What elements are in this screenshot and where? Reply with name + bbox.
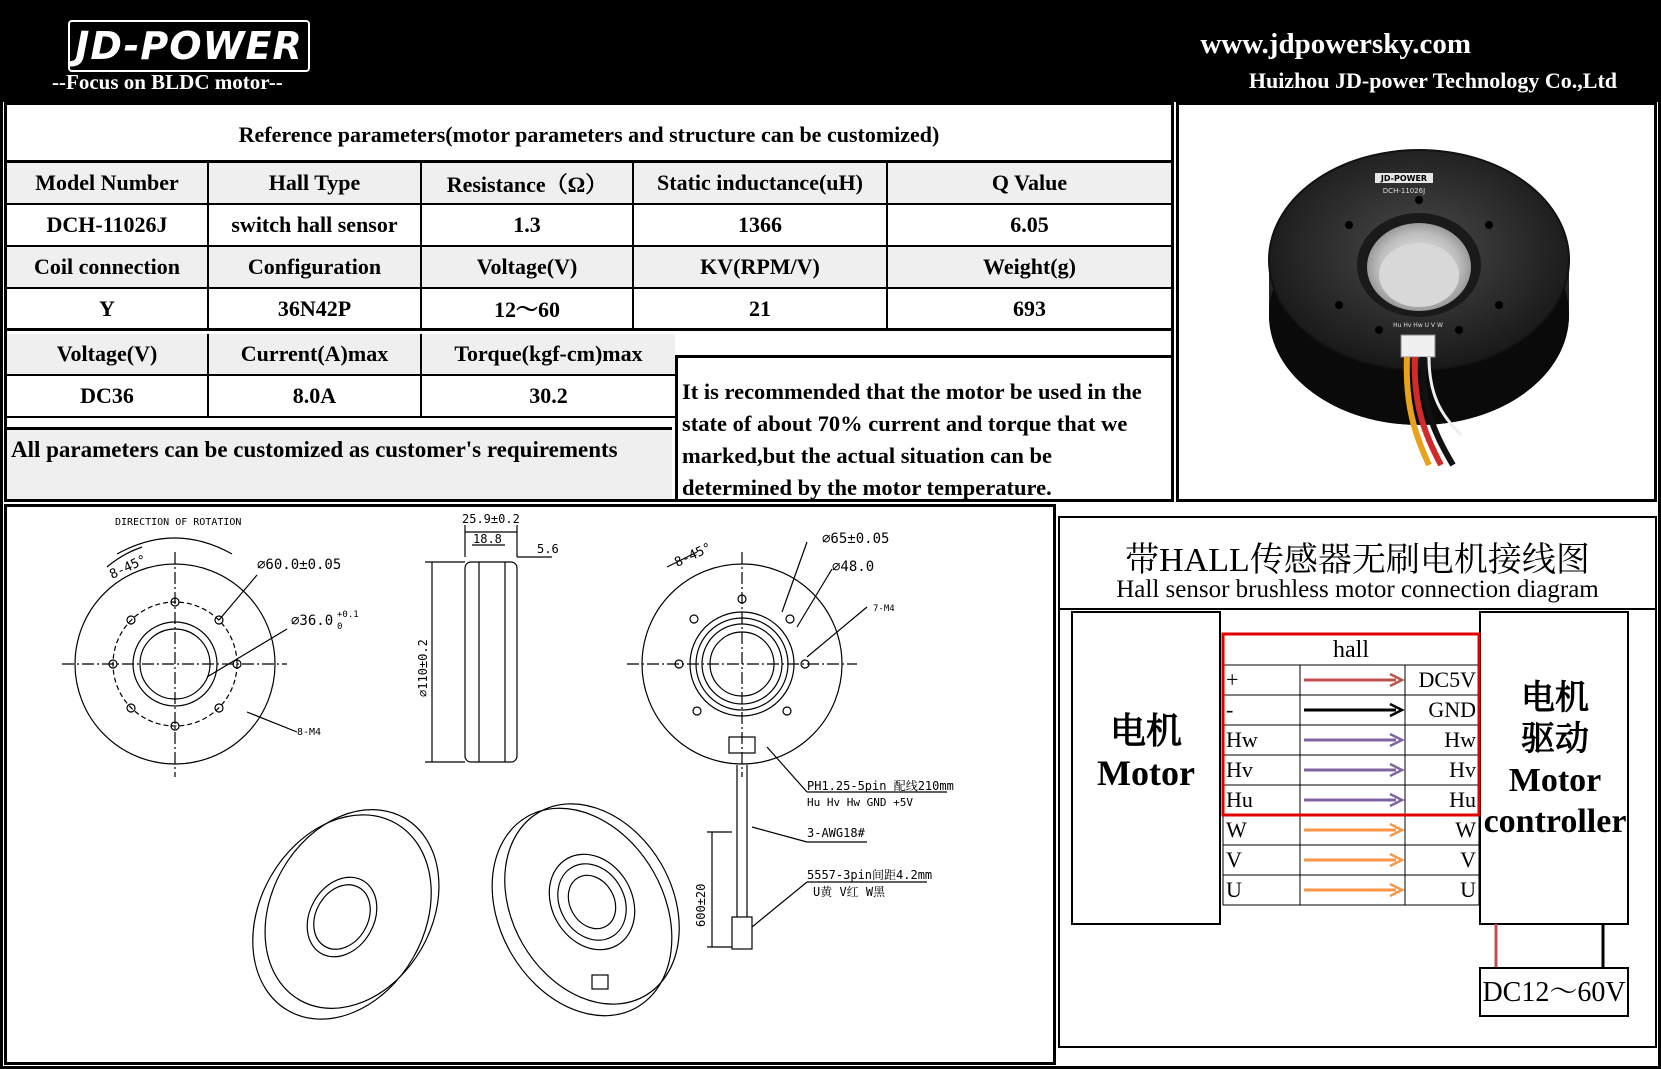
controller-label-en2: controller [1483,803,1627,840]
plug-spec-label: 5557-3pin间距4.2mm [807,868,933,882]
technical-drawing-panel [4,504,1056,1065]
side-56-label: 5.6 [537,542,559,556]
dimension-drawings [7,507,1053,1062]
wire-left-label: Hu [1226,787,1253,812]
wire-left-label: V [1226,847,1242,872]
header-weight: Weight(g) [888,247,1171,289]
controller-label-en1: Motor [1508,762,1602,799]
wire-row [1223,815,1479,845]
lead-length-label: 600±20 [694,883,708,927]
header-configuration: Configuration [209,247,422,289]
dim-36-tolerance-upper: +0.1 [337,610,359,620]
value-hall-type: switch hall sensor [209,205,422,247]
angle-label-1: 8-45° [107,552,150,583]
awg-label: 3-AWG18# [807,826,865,840]
value-weight: 693 [888,289,1171,331]
connector-pins-label: Hu Hv Hw GND +5V [807,796,913,809]
controller-label-cn2: 驱动 [1521,721,1589,758]
dim-36-tolerance-lower: 0 [337,622,343,632]
wire-left-label: Hv [1226,757,1253,782]
wiring-title-cn: 带HALL传感器无刷电机接线图 [1125,542,1590,579]
motor-label [1074,710,1218,794]
wire-row [1223,665,1479,695]
side-dia-label: ⌀110±0.2 [416,639,430,697]
value-model-number: DCH-11026J [7,205,209,247]
holes-7m4-label: 7-M4 [873,604,895,614]
parameters-title: Reference parameters(motor parameters and structure can be customized) [7,105,1171,163]
header-model-number: Model Number [7,163,209,205]
isometric-view-2 [456,772,714,1048]
wire-right-label: U [1460,877,1476,902]
header-coil-connection: Coil connection [7,247,209,289]
company-name: Huizhou JD-power Technology Co.,Ltd [1248,68,1617,93]
motor-label-cn: 电机 [1109,711,1182,751]
wire-right-label: Hv [1449,757,1476,782]
wire-right-label: Hu [1449,787,1476,812]
header-hall-type: Hall Type [209,163,422,205]
hall-label: hall [1333,637,1369,663]
usage-recommendation: It is recommended that the motor be used in the state of about 70% current and torque that we marked,but the actual situation can be determined by the motor temperature. [675,355,1171,499]
side-view [425,525,552,762]
value-voltage: 12～60 [422,289,634,331]
wire-right-label: DC5V [1418,667,1476,692]
dim-65-label: ⌀65±0.05 [822,531,890,547]
value-coil-connection: Y [7,289,209,331]
wire-right-label: GND [1428,697,1476,722]
customization-note: All parameters can be customized as customer's requirements [7,427,672,499]
power-supply-label: DC12～60V [1482,977,1626,1008]
website-link[interactable]: www.jdpowersky.com [1200,28,1471,60]
header-kv: KV(RPM/V) [634,247,888,289]
dim-48-label: ⌀48.0 [832,559,875,575]
dim-36-label: ⌀36.0 [291,613,334,629]
front-view-shaft-side [62,538,297,777]
rotation-label: DIRECTION OF ROTATION [115,517,242,528]
header-voltage: Voltage(V) [422,247,634,289]
parameters-table [4,102,1174,502]
photo-label-brand: JD-POWER [1380,174,1428,183]
front-view-connector-side [627,542,947,949]
header-q-value: Q Value [888,163,1171,205]
side-width-label: 25.9±0.2 [462,512,520,526]
value-q-value: 6.05 [888,205,1171,247]
wire-row [1223,845,1479,875]
holes-8m4-label: 8-M4 [297,727,322,738]
hall-connector [1401,335,1435,357]
value-resistance: 1.3 [422,205,634,247]
wire-row [1223,785,1479,815]
value-configuration: 36N42P [209,289,422,331]
value-current-max: 8.0A [209,376,422,418]
header-current-max: Current(A)max [209,334,422,376]
product-photo-panel [1176,102,1657,502]
motor-photo [1179,105,1654,499]
value-kv: 21 [634,289,888,331]
connector-spec-label: PH1.25-5pin 配线210mm [807,779,954,793]
wire-right-label: W [1455,817,1476,842]
controller-label-cn1: 电机 [1521,680,1589,717]
wire-row [1223,755,1479,785]
value-rated-voltage: DC36 [7,376,209,418]
wire-row [1223,695,1479,725]
value-torque-max: 30.2 [422,376,675,418]
wire-left-label: + [1226,667,1239,692]
wire-right-label: Hw [1444,727,1476,752]
wire-left-label: Hw [1226,727,1258,752]
wire-row [1223,875,1479,905]
plug-colors-label: U黄 V红 W黑 [813,885,886,899]
header-torque-max: Torque(kgf-cm)max [422,334,675,376]
photo-label-model: DCH-11026J [1382,187,1426,195]
wire-left-label: U [1226,877,1242,902]
wire-left-label: - [1226,697,1234,722]
dim-60-label: ⌀60.0±0.05 [257,557,342,573]
header-rated-voltage: Voltage(V) [7,334,209,376]
brand-logo [68,20,310,72]
wiring-title-en: Hall sensor brushless motor connection diagram [1116,576,1599,603]
controller-label [1482,678,1628,842]
header-static-inductance: Static inductance(uH) [634,163,888,205]
isometric-view-1 [217,778,474,1051]
logo-text: JD-POWER [75,24,303,68]
wire-left-label: W [1226,817,1247,842]
wire-right-label: V [1460,847,1476,872]
value-static-inductance: 1366 [634,205,888,247]
side-18-label: 18.8 [473,532,502,546]
photo-connector-label: Hu Hv Hw U V W [1393,322,1443,329]
tagline: --Focus on BLDC motor-- [52,70,283,94]
wire-row [1223,725,1479,755]
wiring-diagram-panel [1058,516,1657,1048]
header-bar [0,0,1661,102]
angle-label-2: 8-45° [672,540,715,571]
motor-label-en: Motor [1097,753,1195,793]
header-resistance: Resistance（Ω） [422,163,634,205]
